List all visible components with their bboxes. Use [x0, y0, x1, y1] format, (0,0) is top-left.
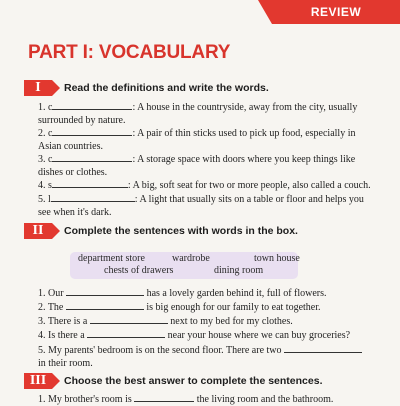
- answer-blank[interactable]: [66, 286, 144, 296]
- word-box: [70, 252, 298, 279]
- answer-blank[interactable]: [52, 152, 132, 162]
- section-1-header: [24, 80, 269, 96]
- list-item: 2. c : A pair of thin sticks used to pick up food, especially in Asian countries.: [38, 128, 356, 152]
- list-item: 1. Our has a lovely garden behind it, full of flowers.: [38, 288, 327, 299]
- section-instruction: Read the definitions and write the words.: [64, 82, 269, 94]
- answer-blank[interactable]: [66, 300, 144, 310]
- review-tab: REVIEW: [272, 0, 400, 24]
- answer-blank[interactable]: [52, 178, 128, 188]
- list-item: 4. Is there a near your house where we can buy groceries?: [38, 330, 351, 341]
- answer-blank[interactable]: [52, 100, 132, 110]
- answer-blank[interactable]: [284, 343, 362, 353]
- list-item: 3. There is a next to my bed for my clothes.: [38, 316, 293, 327]
- section-numeral: II: [24, 223, 52, 239]
- list-item: 1. c : A house in the countryside, away from the city, usually surrounded by nature.: [38, 102, 358, 126]
- word-box-item: wardrobe: [172, 253, 210, 264]
- list-item: 2. The is big enough for our family to eat together.: [38, 302, 321, 313]
- section-3-header: [24, 373, 323, 389]
- section-numeral: III: [24, 373, 52, 389]
- answer-blank[interactable]: [90, 314, 168, 324]
- word-box-item: dining room: [214, 265, 264, 276]
- list-item: 5. My parents' bedroom is on the second floor. There are two in their room.: [38, 343, 360, 370]
- section-numeral: I: [24, 80, 52, 96]
- word-box-item: department store: [78, 253, 145, 264]
- answer-blank[interactable]: [134, 392, 194, 402]
- word-box-item: chests of drawers: [104, 265, 174, 276]
- page-title: PART I: VOCABULARY: [28, 42, 231, 63]
- section-2-header: [24, 223, 298, 239]
- list-item: 1. My brother's room is the living room and the bathroom.: [38, 394, 334, 405]
- list-item: 5. l : A light that usually sits on a table or floor and helps you see when it's dark.: [38, 194, 364, 218]
- word-box-item: town house: [254, 253, 300, 264]
- list-item: 3. c : A storage space with doors where you keep things like dishes or clothes.: [38, 154, 356, 178]
- section-instruction: Complete the sentences with words in the box.: [64, 225, 298, 237]
- answer-blank[interactable]: [87, 328, 165, 338]
- answer-blank[interactable]: [51, 192, 135, 202]
- answer-blank[interactable]: [52, 126, 132, 136]
- list-item: 4. s : A big, soft seat for two or more people, also called a couch.: [38, 180, 371, 191]
- section-instruction: Choose the best answer to complete the sentences.: [64, 375, 323, 387]
